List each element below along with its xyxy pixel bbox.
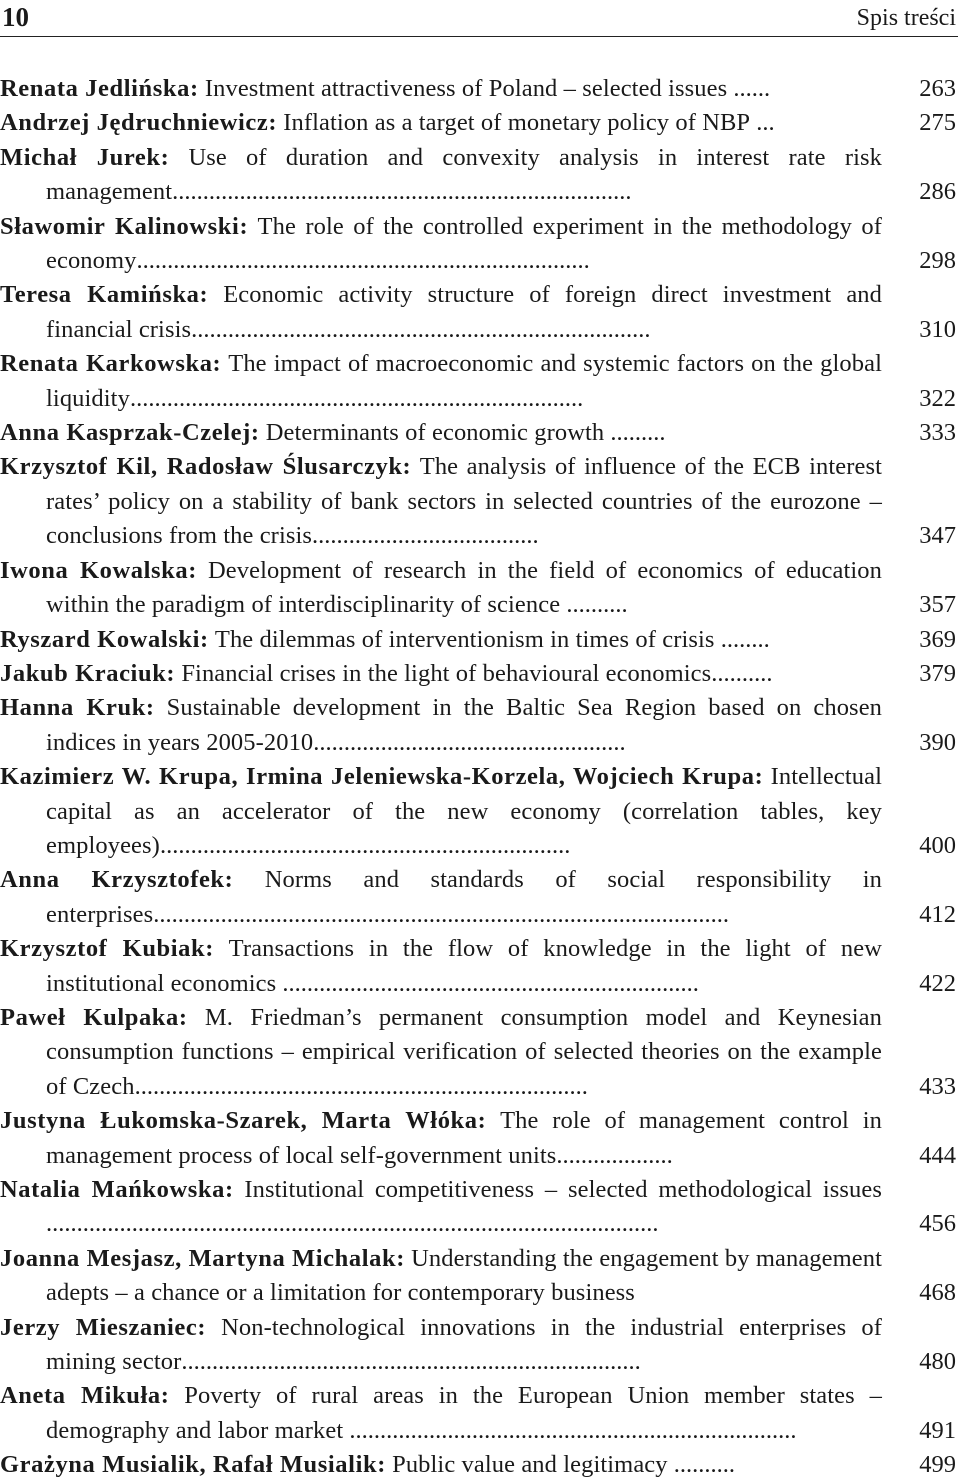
- toc-entry-author: Iwona Kowalska:: [0, 556, 197, 584]
- toc-entry: [0, 691, 960, 760]
- toc-entry-author: Jerzy Mieszaniec:: [0, 1313, 207, 1341]
- toc-entry-author: Renata Jedlińska:: [0, 75, 199, 102]
- toc-entry-title: Economic activity structure of foreign direct investment and financial crisis: [46, 281, 882, 343]
- toc-entry-text: [0, 347, 882, 416]
- toc-entry-text: [0, 106, 882, 140]
- toc-entry: [0, 450, 960, 553]
- toc-entry-author: Ryszard Kowalski:: [0, 625, 209, 653]
- table-of-contents: [0, 72, 960, 1483]
- toc-entry: [0, 72, 960, 106]
- toc-entry: [0, 657, 960, 691]
- toc-entry-title: Institutional competitiveness – selected methodological issues: [244, 1176, 883, 1203]
- toc-entry: [0, 1001, 960, 1104]
- toc-entry-page: 298: [919, 247, 956, 275]
- toc-entry-leader-dots: .....................................: [312, 522, 539, 550]
- toc-entry-leader-dots: ...........................................................................: [191, 315, 651, 343]
- toc-entry-text: [0, 691, 882, 760]
- toc-entry-page: 310: [919, 315, 956, 343]
- toc-entry: [0, 1311, 960, 1380]
- toc-entry-page: 400: [919, 831, 956, 859]
- toc-entry: [0, 106, 960, 140]
- toc-entry-leader-dots: ..........: [711, 659, 773, 687]
- toc-entry-title: Development of research in the field of economics of education within the paradigm of interdisciplinarity of science: [46, 556, 883, 619]
- toc-entry-text: [0, 416, 882, 450]
- toc-entry-leader-dots: ......: [727, 75, 771, 102]
- toc-entry-title: The impact of macroeconomic and systemic factors on the global liquidity: [46, 350, 882, 412]
- toc-entry-leader-dots: .........................................................................: [343, 1416, 797, 1444]
- toc-entry: [0, 210, 960, 279]
- toc-entry-title: The role of management control in management process of local self-government units: [46, 1107, 883, 1169]
- toc-entry: [0, 1379, 960, 1448]
- toc-entry-page: 286: [919, 178, 956, 206]
- toc-entry-leader-dots: ..........................................................................: [136, 247, 590, 275]
- toc-entry-leader-dots: ....................................................................: [276, 969, 699, 997]
- toc-entry-author: Jakub Kraciuk:: [0, 659, 176, 687]
- toc-entry-leader-dots: ..........: [560, 591, 628, 619]
- toc-entry-page: 422: [919, 969, 956, 997]
- toc-entry-author: Justyna Łukomska-Szarek, Marta Włóka:: [0, 1107, 487, 1135]
- toc-entry-leader-dots: ...................................................: [313, 728, 626, 756]
- toc-entry-page: 347: [919, 522, 956, 550]
- toc-entry-author: Natalia Mańkowska:: [0, 1176, 234, 1203]
- toc-entry: [0, 416, 960, 450]
- toc-entry-title: Use of duration and convexity analysis in interest rate risk management: [46, 143, 882, 206]
- toc-entry-text: [0, 657, 882, 691]
- section-title: Spis treści: [856, 5, 956, 31]
- toc-entry-page: 468: [919, 1279, 956, 1307]
- toc-entry-text: [0, 1173, 882, 1242]
- toc-entry-text: [0, 1311, 882, 1380]
- toc-entry-leader-dots: ..............................................................................................: [153, 900, 729, 928]
- toc-entry-author: Andrzej Jędruchniewicz:: [0, 109, 278, 137]
- toc-entry: [0, 760, 960, 863]
- toc-entry-title: The analysis of influence of the ECB interest rates’ policy on a stability of bank sectors in selected countries of the eurozone – conclusions from the crisis: [46, 453, 882, 550]
- toc-entry-text: [0, 141, 882, 210]
- toc-entry-text: [0, 760, 882, 863]
- toc-entry-text: [0, 1001, 882, 1104]
- toc-entry-text: [0, 1242, 882, 1311]
- page-number: 10: [2, 2, 29, 32]
- toc-entry: [0, 623, 960, 657]
- toc-entry-page: 491: [919, 1416, 956, 1444]
- toc-entry-page: 390: [919, 728, 956, 756]
- toc-entry-page: 369: [919, 625, 956, 653]
- toc-entry-text: [0, 554, 882, 623]
- header-rule: [0, 36, 958, 37]
- toc-entry-text: [0, 210, 882, 279]
- toc-entry-author: Hanna Kruk:: [0, 694, 155, 722]
- toc-entry-leader-dots: ...........................................................................: [181, 1348, 641, 1376]
- toc-entry-page: 379: [919, 659, 956, 687]
- toc-entry: [0, 278, 960, 347]
- toc-entry-title: Poverty of rural areas in the European Union member states – demography and labor market: [46, 1382, 882, 1444]
- toc-entry: [0, 1448, 960, 1482]
- toc-entry-title: M. Friedman’s permanent consumption model and Keynesian consumption functions – empirical verification of selected theories on the example of Czech: [46, 1003, 882, 1100]
- toc-entry-title: Norms and standards of social responsibility in enterprises: [46, 866, 882, 928]
- toc-entry: [0, 1173, 960, 1242]
- toc-entry: [0, 1104, 960, 1173]
- toc-entry-title: Public value and legitimacy: [392, 1451, 668, 1479]
- toc-entry-text: [0, 623, 882, 657]
- toc-entry-page: 412: [919, 900, 956, 928]
- toc-entry-title: Understanding the engagement by management adepts – a chance or a limitation for contemporary business: [46, 1244, 883, 1307]
- toc-entry-title: Investment attractiveness of Poland – selected issues: [204, 75, 728, 102]
- toc-entry-author: Krzysztof Kil, Radosław Ślusarczyk:: [0, 453, 412, 481]
- toc-entry-page: 357: [919, 591, 956, 619]
- toc-entry-leader-dots: ..........: [667, 1451, 735, 1479]
- toc-entry: [0, 863, 960, 932]
- toc-entry-title: The dilemmas of interventionism in times of crisis: [214, 625, 715, 653]
- toc-entry-author: Krzysztof Kubiak:: [0, 935, 215, 963]
- toc-entry-text: [0, 450, 882, 553]
- toc-entry-title: The role of the controlled experiment in the methodology of economy: [46, 212, 882, 275]
- toc-entry-page: 456: [919, 1210, 956, 1238]
- toc-entry-page: 433: [919, 1072, 956, 1100]
- toc-entry-leader-dots: ....................................................................................................: [46, 1210, 659, 1238]
- toc-entry-title: Intellectual capital as an accelerator of the new economy (correlation tables, key employees): [46, 763, 882, 859]
- page-header: [0, 0, 960, 36]
- toc-entry-page: 480: [919, 1348, 956, 1376]
- toc-entry-page: 275: [919, 109, 956, 137]
- toc-entry-author: Paweł Kulpaka:: [0, 1003, 188, 1031]
- toc-entry-page: 499: [919, 1451, 956, 1479]
- toc-entry-leader-dots: ...................................................................: [159, 831, 571, 859]
- toc-entry-author: Joanna Mesjasz, Martyna Michalak:: [0, 1244, 405, 1272]
- toc-entry-title: Non-technological innovations in the industrial enterprises of mining sector: [46, 1313, 882, 1376]
- toc-entry-author: Anna Kasprzak-Czelej:: [0, 419, 260, 447]
- toc-entry-leader-dots: ........: [714, 625, 770, 653]
- toc-entry-title: Sustainable development in the Baltic Sea Region based on chosen indices in years 2005-2010: [46, 694, 883, 756]
- toc-entry-author: Aneta Mikuła:: [0, 1382, 170, 1410]
- toc-entry-author: Teresa Kamińska:: [0, 281, 209, 309]
- toc-entry-text: [0, 72, 882, 106]
- toc-entry-page: 444: [919, 1141, 956, 1169]
- toc-entry-text: [0, 932, 882, 1001]
- toc-entry-author: Anna Krzysztofek:: [0, 866, 234, 894]
- toc-entry-title: Financial crises in the light of behavioural economics: [181, 659, 712, 687]
- toc-entry-text: [0, 1448, 882, 1482]
- toc-entry-leader-dots: .........: [604, 419, 666, 447]
- toc-entry-leader-dots: ...: [750, 109, 775, 137]
- toc-entry-title: Determinants of economic growth: [265, 419, 605, 447]
- toc-entry-leader-dots: ..........................................................................: [134, 1072, 588, 1100]
- toc-entry: [0, 554, 960, 623]
- toc-entry-title: Inflation as a target of monetary policy of NBP: [283, 109, 751, 137]
- toc-entry: [0, 1242, 960, 1311]
- toc-entry-text: [0, 1104, 882, 1173]
- toc-entry-leader-dots: ...................: [556, 1141, 673, 1169]
- toc-entry: [0, 141, 960, 210]
- toc-entry-page: 263: [919, 75, 956, 102]
- toc-entry-author: Sławomir Kalinowski:: [0, 212, 249, 240]
- toc-entry-author: Grażyna Musialik, Rafał Musialik:: [0, 1451, 386, 1479]
- toc-entry-text: [0, 278, 882, 347]
- toc-entry-leader-dots: ..........................................................................: [129, 384, 584, 412]
- toc-entry-leader-dots: ...........................................................................: [172, 178, 632, 206]
- toc-entry-title: Transactions in the flow of knowledge in the light of new institutional economics: [46, 935, 882, 997]
- toc-entry-page: 333: [919, 419, 956, 447]
- toc-entry-page: 322: [919, 384, 956, 412]
- toc-entry: [0, 347, 960, 416]
- toc-entry-text: [0, 1379, 882, 1448]
- toc-entry: [0, 932, 960, 1001]
- toc-entry-author: Kazimierz W. Krupa, Irmina Jeleniewska-Korzela, Wojciech Krupa:: [0, 763, 764, 791]
- toc-entry-author: Michał Jurek:: [0, 143, 170, 171]
- toc-entry-author: Renata Karkowska:: [0, 350, 222, 378]
- toc-entry-text: [0, 863, 882, 932]
